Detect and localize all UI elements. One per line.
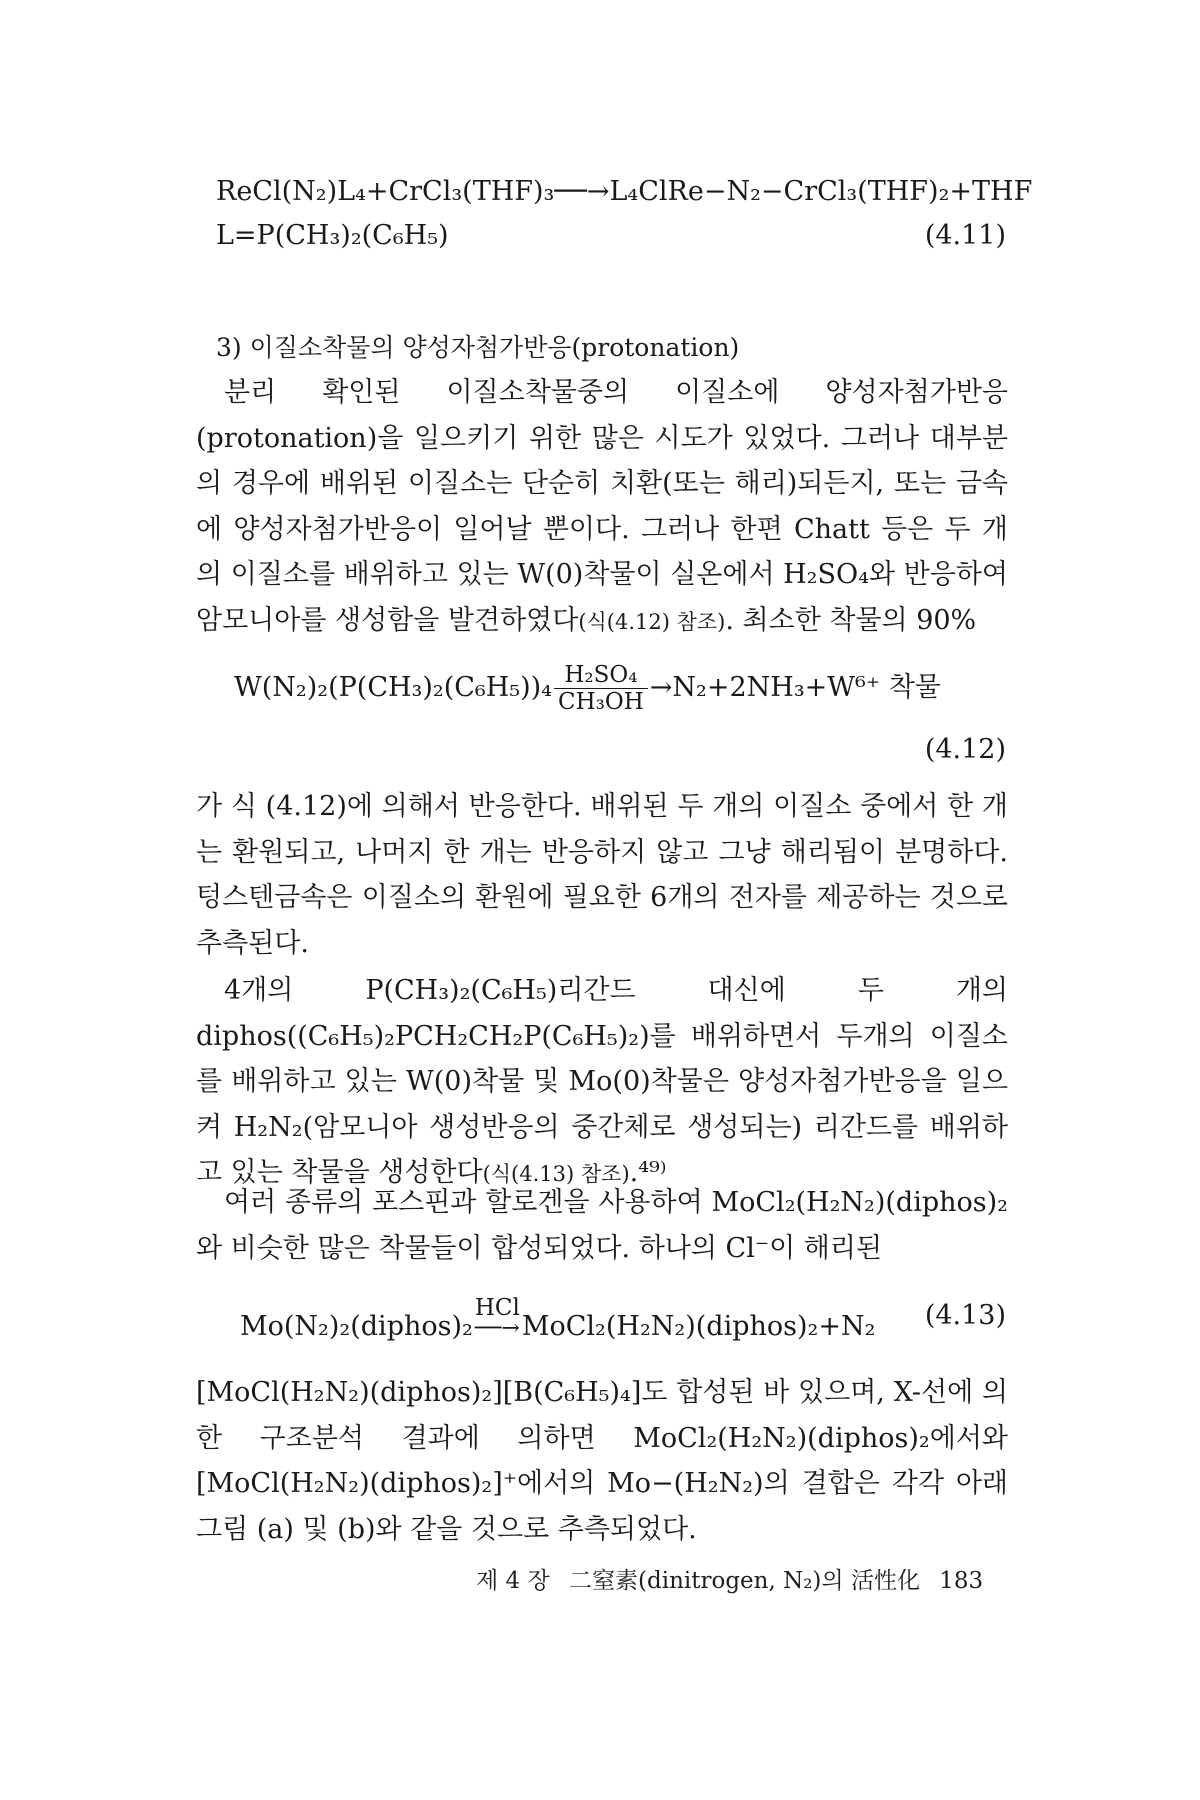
equation-4-13 bbox=[240, 1295, 1020, 1360]
paragraph-1-end: . 최소한 착물의 90% bbox=[725, 604, 977, 636]
page-footer bbox=[476, 1562, 995, 1595]
equation-4-11-line1 bbox=[216, 172, 1033, 212]
equation-4-12-numerator: H₂SO₄ bbox=[554, 662, 648, 689]
page-number: 183 bbox=[939, 1568, 984, 1594]
paragraph-5-text: [MoCl(H₂N₂)(diphos)₂][B(C₆H₅)₄]도 합성된 바 있으며, X-선에 의한 구조분석 결과에 의하면 MoCl₂(H₂N₂)(diphos)₂에서와 [MoCl(H₂N₂)(diphos)₂]⁺에서의 Mo−(H₂N₂)의 결합은 각각 아래 그림 (a) 및 (b)와 같을 것으로 추측되었다. bbox=[196, 1377, 1008, 1545]
equation-4-12-left: W(N₂)₂(P(CH₃)₂(C₆H₅))₄ bbox=[234, 672, 552, 703]
footer-title: 二窒素(dinitrogen, N₂)의 活性化 bbox=[569, 1568, 920, 1594]
paragraph-1-text: 분리 확인된 이질소착물중의 이질소에 양성자첨가반응(protonation)을 일으키기 위한 많은 시도가 있었다. 그러나 대부분의 경우에 배위된 이질소는 단순히 치환(또는 해리)되든지, 또는 금속에 양성자첨가반응이 일어날 뿐이다. 그러나 한편 Chatt 등은 두 개의 이질소를 배위하고 있는 W(0)착물이 실온에서 H₂SO₄와 반응하여 암모니아를 생성함을 발견하였다 bbox=[196, 377, 1008, 636]
paragraph-3-ref: (식(4.13) 참조) bbox=[482, 1162, 630, 1186]
equation-4-11-line2 bbox=[216, 216, 1006, 256]
paragraph-3 bbox=[196, 968, 1008, 1198]
equation-number-4-12: (4.12) bbox=[924, 734, 1006, 765]
equation-4-11-text: ReCl(N₂)L₄+CrCl₃(THF)₃──→L₄ClRe−N₂−CrCl₃(THF)₂+THF bbox=[216, 176, 1033, 207]
arrow-icon: ──→ bbox=[474, 1316, 520, 1341]
equation-4-13-right: MoCl₂(H₂N₂)(diphos)₂+N₂ bbox=[521, 1311, 876, 1342]
section-heading: 3) 이질소착물의 양성자첨가반응(protonation) bbox=[216, 333, 740, 362]
paragraph-4 bbox=[196, 1180, 1008, 1271]
equation-number-4-11: (4.11) bbox=[924, 220, 1006, 251]
paragraph-5 bbox=[196, 1370, 1008, 1552]
equation-4-13-left: Mo(N₂)₂(diphos)₂ bbox=[240, 1311, 473, 1342]
equation-4-12-denominator: CH₃OH bbox=[558, 689, 644, 715]
equation-4-12-right: →N₂+2NH₃+W⁶⁺ 착물 bbox=[649, 672, 941, 703]
paragraph-3-note: .⁴⁹⁾ bbox=[629, 1157, 667, 1188]
ligand-definition: L=P(CH₃)₂(C₆H₅) bbox=[216, 220, 449, 251]
paragraph-2-text: 가 식 (4.12)에 의해서 반응한다. 배위된 두 개의 이질소 중에서 한 개는 환원되고, 나머지 한 개는 반응하지 않고 그냥 해리됨이 분명하다. 텅스텐금속은 이질소의 환원에 필요한 6개의 전자를 제공하는 것으로 추측된다. bbox=[196, 791, 1008, 959]
paragraph-2 bbox=[196, 784, 1008, 966]
reaction-arrow bbox=[474, 1295, 520, 1341]
equation-4-13-reagent: HCl bbox=[474, 1295, 520, 1321]
paragraph-4-text: 여러 종류의 포스핀과 할로겐을 사용하여 MoCl₂(H₂N₂)(diphos)₂와 비슷한 많은 착물들이 합성되었다. 하나의 Cl⁻이 해리된 bbox=[196, 1187, 1008, 1264]
reaction-conditions bbox=[554, 662, 648, 715]
footer-chapter: 제 4 장 bbox=[476, 1568, 550, 1594]
paragraph-1-ref: (식(4.12) 참조) bbox=[578, 609, 726, 634]
equation-number-4-13: (4.13) bbox=[924, 1300, 1006, 1331]
paragraph-3-text: 4개의 P(CH₃)₂(C₆H₅)리간드 대신에 두 개의 diphos((C₆H₅)₂PCH₂CH₂P(C₆H₅)₂)를 배위하면서 두개의 이질소를 배위하고 있는 W(0)착물 및 Mo(0)착물은 양성자첨가반응을 일으켜 H₂N₂(암모니아 생성반응의 중간체로 생성되는) 리간드를 배위하고 있는 착물을 생성한다 bbox=[196, 975, 1008, 1188]
paragraph-1 bbox=[196, 370, 1008, 645]
equation-4-12 bbox=[234, 662, 1024, 722]
